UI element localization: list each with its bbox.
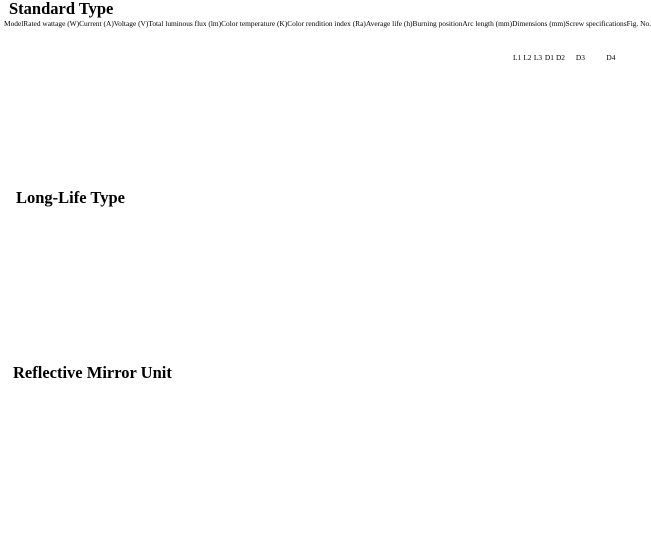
column-header: Rated wattage (W) — [23, 19, 80, 28]
column-header: Current (A) — [79, 19, 114, 28]
column-subheader: D4 — [606, 53, 616, 62]
column-subheader: D2 — [555, 53, 566, 62]
column-header: Average life (h) — [365, 19, 413, 28]
column-subheader-spacer — [114, 54, 149, 66]
column-header: Model — [4, 19, 24, 28]
column-header: Arc length (mm) — [462, 19, 513, 28]
column-subheader: L1 — [513, 53, 522, 62]
column-subheader-spacer — [23, 54, 79, 66]
column-subheader: L2 — [523, 53, 532, 62]
column-header: Fig. No. — [626, 19, 651, 28]
column-subheader-spacer — [148, 54, 221, 66]
column-subheader-spacer — [462, 54, 512, 66]
column-header: Voltage (V) — [113, 19, 149, 28]
standard-type-title: Standard Type — [9, 0, 114, 18]
column-header: Dimensions (mm) — [512, 19, 566, 28]
reflective-mirror-unit-title: Reflective Mirror Unit — [13, 363, 172, 382]
column-subheader-spacer — [627, 54, 651, 66]
column-subheader-spacer — [4, 54, 23, 66]
column-header: Burning position — [412, 19, 463, 28]
column-header: Screw specifications — [565, 19, 627, 28]
column-subheader: D1 — [544, 53, 554, 62]
column-subheader-spacer — [79, 54, 114, 66]
column-subheader-spacer — [221, 54, 287, 66]
column-subheader-spacer — [366, 54, 413, 66]
column-subheader-spacer — [413, 54, 463, 66]
long-life-type-title: Long-Life Type — [16, 188, 125, 207]
column-subheader: L3 — [533, 53, 543, 62]
column-subheader-spacer — [287, 54, 366, 66]
standard-type-table — [4, 20, 651, 66]
column-header: Total luminous flux (lm) — [148, 19, 222, 28]
column-header: Color rendition index (Ra) — [287, 19, 366, 28]
column-subheader: D3 — [575, 53, 585, 62]
column-header: Color temperature (K) — [221, 19, 288, 28]
